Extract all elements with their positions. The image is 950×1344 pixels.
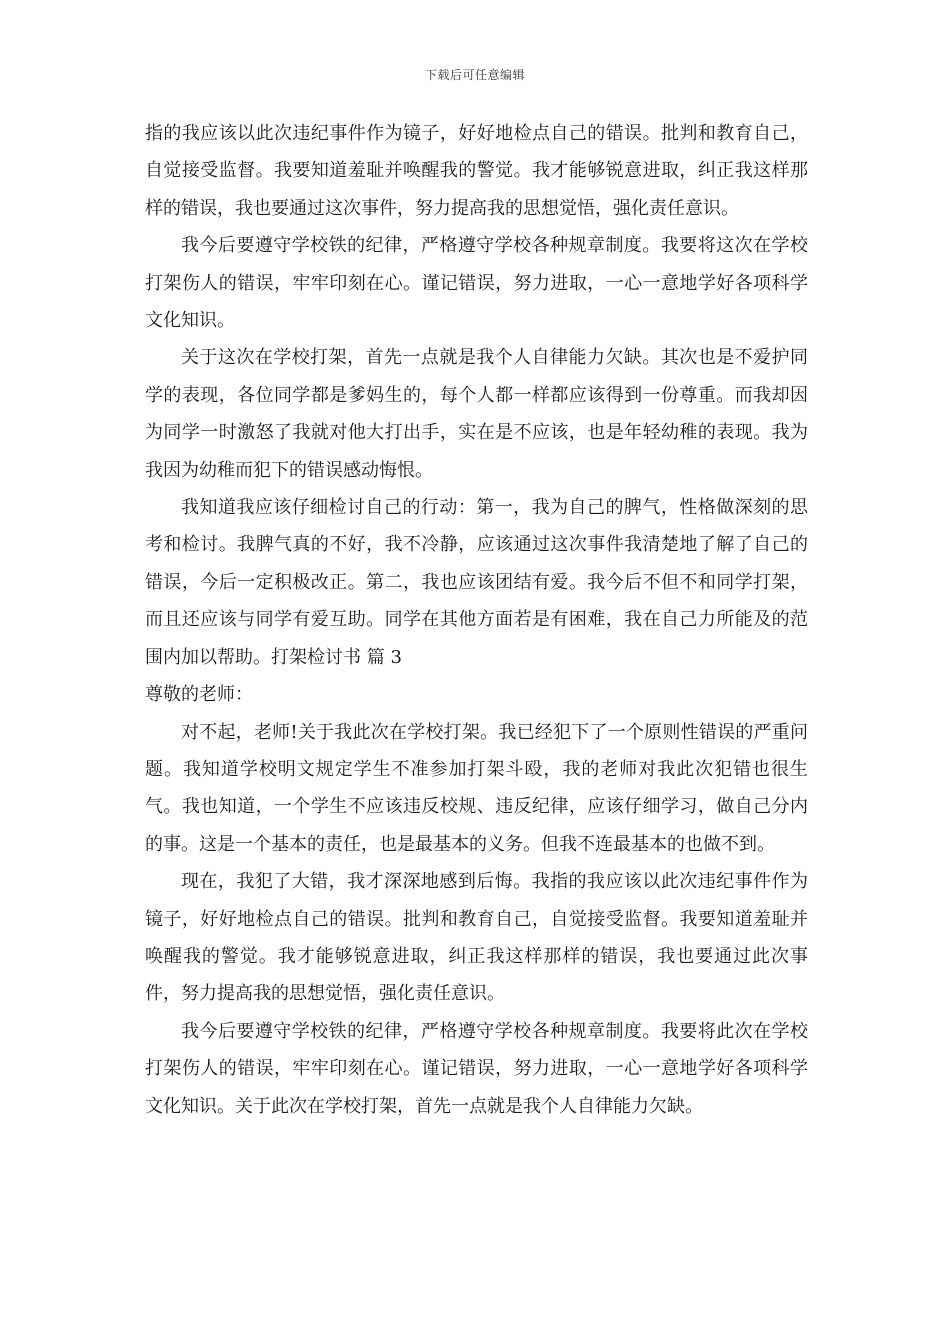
page-header: 下载后可任意编辑 [424, 68, 525, 82]
document-body [145, 115, 808, 1125]
paragraph-2: 我今后要遵守学校铁的纪律，严格遵守学校各种规章制度。我要将这次在学校打架伤人的错误，牢牢印刻在心。谨记错误，努力进取，一心一意地学好各项科学文化知识。 [145, 235, 808, 332]
paragraph-4: 我知道我应该仔细检讨自己的行动：第一，我为自己的脾气，性格做深刻的思考和检讨。我脾气真的不好，我不冷静，应该通过这次事件我清楚地了解了自己的错误，今后一定积极改正。第二，我也应该团结有爱。我今后不但不和同学打架，而且还应该与同学有爱互助。同学在其他方面若是有困难，我在自己力所能及的范围内加以帮助。打架检讨书 篇 3 [145, 497, 808, 668]
paragraph-1: 指的我应该以此次违纪事件作为镜子，好好地检点自己的错误。批判和教育自己，自觉接受监督。我要知道羞耻并唤醒我的警觉。我才能够锐意进取，纠正我这样那样的错误，我也要通过这次事件，努力提高我的思想觉悟，强化责任意识。 [145, 123, 808, 219]
salutation: 尊敬的老师： [145, 684, 253, 706]
paragraph-7: 我今后要遵守学校铁的纪律，严格遵守学校各种规章制度。我要将此次在学校打架伤人的错误，牢牢印刻在心。谨记错误，努力进取，一心一意地学好各项科学文化知识。关于此次在学校打架，首先一点就是我个人自律能力欠缺。 [145, 1020, 808, 1117]
paragraph-5: 对不起，老师!关于我此次在学校打架。我已经犯下了一个原则性错误的严重问题。我知道学校明文规定学生不准参加打架斗殴，我的老师对我此次犯错也很生气。我也知道，一个学生不应该违反校规、违反纪律，应该仔细学习，做自己分内的事。这是一个基本的责任，也是最基本的义务。但我不连最基本的也做不到。 [145, 721, 808, 855]
paragraph-6: 现在，我犯了大错，我才深深地感到后悔。我指的我应该以此次违纪事件作为镜子，好好地检点自己的错误。批判和教育自己，自觉接受监督。我要知道羞耻并唤醒我的警觉。我才能够锐意进取，纠正我这样那样的错误，我也要通过此次事件，努力提高我的思想觉悟，强化责任意识。 [145, 871, 808, 1005]
paragraph-3: 关于这次在学校打架，首先一点就是我个人自律能力欠缺。其次也是不爱护同学的表现，各位同学都是爹妈生的，每个人都一样都应该得到一份尊重。而我却因为同学一时激怒了我就对他大打出手，实在是不应该，也是年轻幼稚的表现。我为我因为幼稚而犯下的错误感动悔恨。 [145, 347, 808, 481]
